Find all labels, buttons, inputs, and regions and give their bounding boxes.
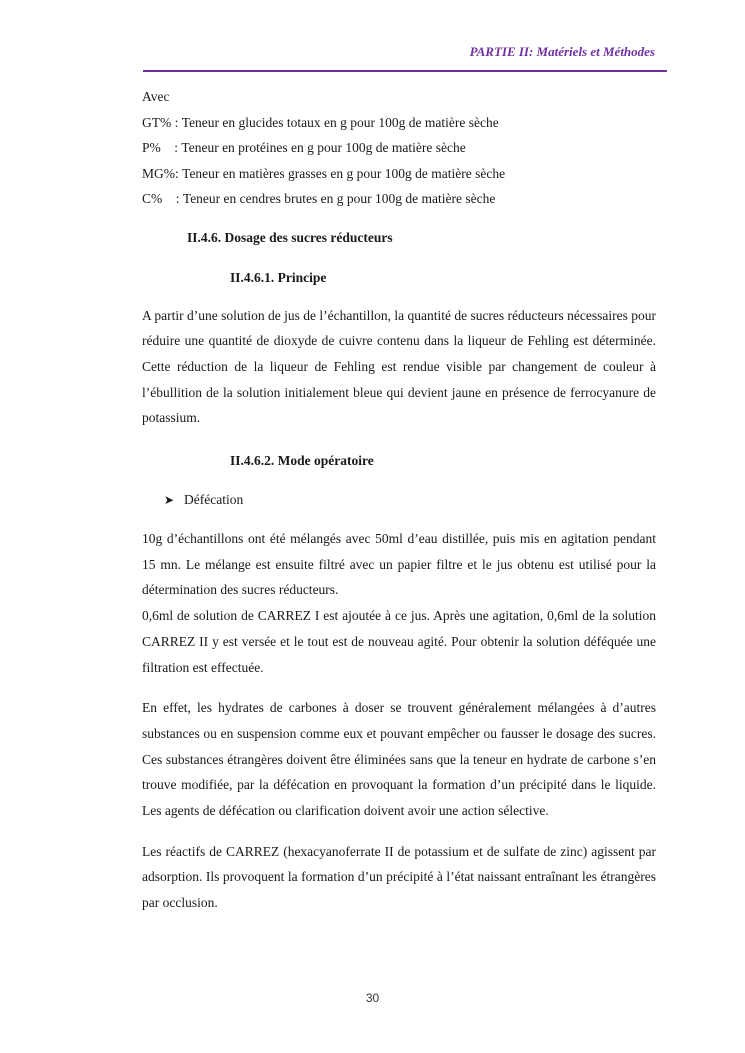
definition-sep: :: [160, 140, 182, 155]
running-header: PARTIE II: Matériels et Méthodes: [469, 44, 655, 59]
spacer: [142, 680, 656, 695]
spacer: [142, 824, 656, 839]
definition-text: Teneur en cendres brutes en g pour 100g de matière sèche: [182, 191, 496, 206]
definition-sep: :: [175, 165, 183, 181]
definition-sep: :: [171, 114, 182, 130]
definition-row: [142, 135, 656, 161]
bullet-item-defecation: [142, 489, 656, 511]
bullet-label: Défécation: [184, 492, 244, 508]
definition-abbr: GT%: [142, 114, 172, 130]
spacer: [142, 511, 656, 526]
arrow-bullet-icon: ➤: [164, 493, 175, 508]
definition-row: [142, 161, 656, 187]
intro-text: Avec: [142, 89, 170, 104]
paragraph-defecation-2: 0,6ml de solution de CARREZ I est ajoutée à ce jus. Après une agitation, 0,6ml de la solution CARREZ II y est versée et le tout est de nouveau agité. Pour obtenir la solution déféquée une filtration est effectuée.: [142, 608, 656, 675]
definition-sep: :: [162, 191, 183, 206]
definition-text: Teneur en glucides totaux en g pour 100g de matière sèche: [181, 114, 499, 130]
paragraph-principe: A partir d’une solution de jus de l’échantillon, la quantité de sucres réducteurs nécessaires pour réduire une quantité de dioxyde de cuivre contenu dans la liqueur de Fehling est déterminée. Cette réduction de la liqueur de Fehling est rendue visible par changement de couleur à l’ébullition de la solution initialement bleue qui devient jaune en présence de ferrocyanure de potassium.: [142, 307, 656, 426]
definition-abbr: MG%: [142, 165, 175, 181]
definition-abbr: C%: [142, 191, 163, 206]
subsection-heading-principe: II.4.6.1. Principe: [230, 269, 327, 285]
page-body: [142, 84, 656, 916]
definition-row: [142, 186, 656, 212]
definition-row: [142, 110, 656, 136]
section-heading: II.4.6. Dosage des sucres réducteurs: [187, 229, 393, 245]
subsection-heading-mode-operatoire: II.4.6.2. Mode opératoire: [230, 453, 374, 469]
definition-text: Teneur en matières grasses en g pour 100g de matière sèche: [182, 165, 506, 181]
paragraph-defecation-1: 10g d’échantillons ont été mélangés avec 50ml d’eau distillée, puis mis en agitation pendant 15 mn. Le mélange est ensuite filtré avec un papier filtre et le jus obtenu est utilisé pour la détermination des sucres réducteurs.: [142, 531, 656, 598]
paragraph-carrez: Les réactifs de CARREZ (hexacyanoferrate II de potassium et de sulfate de zinc) agissent par adsorption. Ils provoquent la formation d’un précipité à l’état naissant entraînant les étrangères par occlusion.: [142, 843, 656, 911]
spacer: [142, 288, 656, 303]
page-number: 30: [365, 991, 380, 1005]
definition-abbr: P%: [142, 140, 161, 155]
definition-text: Teneur en protéines en g pour 100g de matière sèche: [181, 140, 466, 155]
paragraph-defecation-3: En effet, les hydrates de carbones à doser se trouvent généralement mélangées à d’autres substances ou en suspension comme eux et pouvant empêcher ou fausser le dosage des sucres. Ces substances étrangères doivent être éliminées sans que la teneur en hydrate de carbone s’en trouve modifiée, par la défécation en provoquant la formation d’un précipité dans le liquide. Les agents de défécation ou clarification doivent avoir une action sélective.: [142, 700, 656, 819]
header-rule: [143, 70, 667, 72]
